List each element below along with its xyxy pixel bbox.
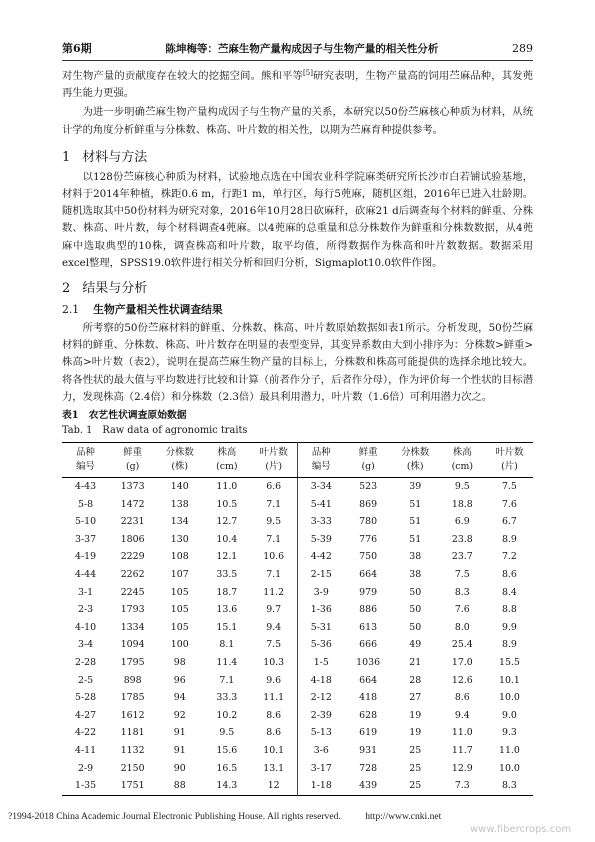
table-cell: 14.3 (216, 780, 238, 792)
column-header-unit: (株) (406, 461, 424, 473)
table-cell: 19 (409, 727, 422, 739)
table-cell: 8.3 (454, 586, 470, 598)
column-header-label: 株高 (452, 447, 472, 459)
variety-code-cell: 5-10 (75, 516, 97, 528)
table-cell: 90 (173, 762, 186, 774)
table-cell: 33.3 (216, 692, 238, 704)
table-cell: 98 (173, 656, 186, 668)
copyright-footer (8, 811, 588, 822)
table-cell: 9.4 (266, 621, 282, 633)
table-cell: 105 (170, 604, 189, 616)
cnki-link[interactable]: http://www.cnki.net (365, 811, 442, 822)
column-header (156, 443, 203, 478)
variety-code-cell: 4-19 (75, 551, 97, 563)
variety-code-cell: 3-4 (77, 639, 94, 651)
variety-code-cell: 5-41 (297, 496, 344, 514)
table-cell: 25 (409, 780, 422, 792)
table-cell: 7.5 (501, 481, 517, 493)
table-cell: 7.5 (454, 569, 470, 581)
column-header-unit: (cm) (451, 461, 474, 473)
section-heading-results (62, 280, 533, 298)
table-row (62, 760, 533, 778)
variety-code-cell: 4-27 (75, 709, 97, 721)
table-cell: 7.1 (266, 569, 282, 581)
table-cell: 9.5 (266, 516, 282, 528)
variety-code-cell: 3-17 (297, 760, 344, 778)
table-cell: 92 (173, 709, 186, 721)
table-cell: 8.8 (501, 604, 517, 616)
column-header-label: 叶片数 (495, 447, 524, 459)
table-cell: 7.5 (266, 639, 282, 651)
table-cell: 7.1 (219, 674, 235, 686)
section-heading-methods (62, 149, 533, 167)
table-cell: 1094 (120, 639, 145, 651)
table-cell: 2262 (120, 569, 145, 581)
section-title: 结果与分析 (82, 281, 148, 297)
table-caption-en (62, 423, 533, 438)
table-cell: 1612 (120, 709, 145, 721)
table-cell: 1181 (120, 727, 145, 739)
table-row (62, 636, 533, 654)
table-cell: 8.9 (501, 533, 517, 545)
table-cell: 780 (359, 516, 378, 528)
table-cell: 12.7 (216, 516, 238, 528)
table-cell: 664 (359, 674, 378, 686)
table-title-en: Raw data of agronomic traits (102, 425, 248, 437)
intro-paragraph-2: 为进一步明确苎麻生物产量构成因子与生物产量的关系，本研究以50份苎麻核心种质为材料，从统计学的角度分析鲜重与分株数、株高、叶片数的相关性，以期为苎麻育种提供参考。 (62, 106, 533, 136)
table-cell: 728 (359, 762, 378, 774)
variety-code-cell: 5-28 (75, 692, 97, 704)
variety-code-cell: 2-12 (297, 689, 344, 707)
variety-code-cell: 3-9 (297, 584, 344, 602)
table-cell: 25.4 (451, 639, 473, 651)
table-cell: 18.7 (216, 586, 238, 598)
table-cell: 9.6 (266, 674, 282, 686)
column-header (297, 443, 344, 478)
table-body (62, 478, 533, 796)
column-header-label: 叶片数 (259, 447, 288, 459)
variety-code-cell: 5-8 (77, 498, 94, 510)
table-cell: 13.1 (263, 762, 285, 774)
citation-reference[interactable]: [5] (303, 69, 313, 77)
variety-code-cell: 3-6 (297, 742, 344, 760)
agronomic-traits-table (62, 442, 533, 796)
table-cell: 2231 (120, 516, 145, 528)
table-cell: 8.6 (454, 692, 470, 704)
table-cell: 439 (359, 780, 378, 792)
table-cell: 1036 (356, 656, 381, 668)
column-header-unit: (cm) (216, 461, 238, 473)
table-row (62, 496, 533, 514)
column-header (109, 443, 156, 478)
table-cell: 418 (359, 692, 378, 704)
table-cell: 10.3 (263, 656, 285, 668)
variety-code-cell: 5-31 (297, 619, 344, 637)
table-cell: 6.7 (501, 516, 517, 528)
table-cell: 7.6 (454, 604, 470, 616)
table-cell: 613 (359, 621, 378, 633)
table-row (62, 707, 533, 725)
variety-code-cell: 1-35 (75, 780, 97, 792)
table-cell: 10.1 (498, 674, 520, 686)
variety-code-cell: 1-36 (297, 601, 344, 619)
column-header-unit: (株) (171, 461, 189, 473)
table-cell: 21 (409, 656, 422, 668)
column-header (203, 443, 250, 478)
table-cell: 9.5 (219, 727, 235, 739)
table-cell: 523 (359, 481, 378, 493)
variety-code-cell: 4-18 (297, 672, 344, 690)
table-cell: 16.5 (216, 762, 238, 774)
table-cell: 8.4 (501, 586, 517, 598)
table-cell: 979 (359, 586, 378, 598)
table-cell: 664 (359, 569, 378, 581)
table-head (62, 443, 533, 478)
variety-code-cell: 4-42 (297, 548, 344, 566)
table-cell: 10.1 (263, 744, 285, 756)
table-row (62, 654, 533, 672)
column-header-unit: (g) (361, 461, 375, 473)
table-cell: 15.5 (498, 656, 520, 668)
section-number: 2 (62, 281, 71, 297)
table-cell: 12.1 (216, 551, 238, 563)
table-cell: 140 (170, 481, 189, 493)
variety-code-cell: 3-33 (297, 513, 344, 531)
table-cell: 8.6 (266, 727, 282, 739)
table-cell: 105 (170, 586, 189, 598)
table-cell: 130 (170, 533, 189, 545)
variety-code-cell: 2-5 (77, 674, 94, 686)
variety-code-cell: 2-3 (77, 604, 94, 616)
table-cell: 11.0 (216, 481, 238, 493)
variety-code-cell: 3-37 (75, 533, 97, 545)
table-cell: 28 (409, 674, 422, 686)
variety-code-cell: 3-1 (77, 586, 94, 598)
variety-code-cell: 2-39 (297, 707, 344, 725)
table-cell: 108 (170, 551, 189, 563)
table-row (62, 689, 533, 707)
table-title-zh: 农艺性状调查原始数据 (88, 410, 187, 422)
table-cell: 12.6 (451, 674, 473, 686)
table-label-zh: 表1 (62, 410, 79, 422)
table-cell: 666 (359, 639, 378, 651)
table-cell: 50 (409, 621, 422, 633)
running-title: 陈坤梅等：苎麻生物产量构成因子与生物产量的相关性分析 (165, 42, 439, 55)
table-cell: 9.4 (454, 709, 470, 721)
variety-code-cell: 4-11 (75, 744, 97, 756)
table-cell: 11.4 (216, 656, 238, 668)
table-cell: 107 (170, 569, 189, 581)
table-cell: 11.1 (263, 692, 285, 704)
table-cell: 8.9 (501, 639, 517, 651)
methods-paragraph: 以128份苎麻核心种质为材料，试验地点选在中国农业科学院麻类研究所长沙市白若铺试验基地，材料于2014年种植，株距0.6 m，行距1 m，单行区，每行5蔸麻，随机区组，2016年已进入壮龄期。随机选取其中50份材料为研究对象，2016年10月28日砍麻秆，砍麻21 d后调查每个材料的鲜重、分株数、株高、叶片数，每个材料调查4蔸麻。以4蔸麻的总重量和总分株数作为鲜重和分株数数据，从4蔸麻中选取典型的10株，调查株高和叶片数，取平均值，所得数据作为株高和叶片数数据。数据采用excel整理，SPSS19.0软件进行相关分析和回归分析，Sigmaplot10.0软件作图。 (62, 170, 533, 269)
table-cell: 8.6 (266, 709, 282, 721)
running-header (62, 39, 533, 61)
table-cell: 1785 (120, 692, 145, 704)
variety-code-cell: 2-15 (297, 566, 344, 584)
table-cell: 15.1 (216, 621, 238, 633)
table-cell: 49 (409, 639, 422, 651)
table-caption-zh (62, 408, 533, 423)
column-header-label: 品种 (76, 447, 95, 459)
table-cell: 8.6 (501, 569, 517, 581)
table-cell: 8.0 (454, 621, 470, 633)
table-cell: 17.0 (451, 656, 473, 668)
table-cell: 619 (359, 727, 378, 739)
table-cell: 27 (409, 692, 422, 704)
main-content (62, 68, 533, 796)
table-cell: 886 (359, 604, 378, 616)
table-cell: 88 (173, 780, 186, 792)
table-cell: 1132 (120, 744, 145, 756)
column-header (392, 443, 439, 478)
table-cell: 1751 (120, 780, 145, 792)
table-cell: 1806 (120, 533, 145, 545)
table-cell: 38 (409, 551, 422, 563)
table-cell: 2150 (120, 762, 145, 774)
table-cell: 7.6 (501, 498, 517, 510)
section-title: 材料与方法 (82, 149, 148, 165)
copyright-text: ?1994-2018 China Academic Journal Electronic Publishing House. All rights reserved. (8, 811, 341, 822)
table-row (62, 742, 533, 760)
table-cell: 1373 (120, 481, 145, 493)
table-cell: 11.7 (451, 744, 473, 756)
table-cell: 1795 (120, 656, 145, 668)
table-cell: 9.9 (501, 621, 517, 633)
table-cell: 12 (267, 780, 280, 792)
variety-code-cell: 1-5 (297, 654, 344, 672)
table-row (62, 548, 533, 566)
subsection-number: 2.1 (62, 303, 80, 317)
table-cell: 91 (173, 744, 186, 756)
table-cell: 7.1 (266, 498, 282, 510)
table-cell: 50 (409, 586, 422, 598)
column-header (439, 443, 486, 478)
table-cell: 6.9 (454, 516, 470, 528)
table-cell: 8.3 (501, 780, 517, 792)
column-header-label: 分株数 (165, 447, 194, 459)
variety-code-cell: 4-10 (75, 621, 97, 633)
table-cell: 10.6 (263, 551, 285, 563)
column-header (250, 443, 297, 478)
variety-code-cell: 4-44 (75, 569, 97, 581)
column-header-unit: (片) (265, 461, 283, 473)
table-cell: 6.6 (266, 481, 282, 493)
table-cell: 898 (123, 674, 142, 686)
table-row (62, 619, 533, 637)
table-cell: 10.2 (216, 709, 238, 721)
table-caption (62, 408, 533, 438)
table-cell: 8.1 (219, 639, 235, 651)
column-header (486, 443, 533, 478)
table-cell: 11.0 (451, 727, 473, 739)
table-cell: 776 (359, 533, 378, 545)
table-cell: 11.2 (263, 586, 285, 598)
variety-code-cell: 5-13 (297, 724, 344, 742)
table-cell: 750 (359, 551, 378, 563)
intro-paragraph-1 (62, 68, 533, 102)
table-row (62, 584, 533, 602)
table-cell: 51 (409, 498, 422, 510)
column-header-unit: (g) (125, 461, 140, 473)
table-cell: 2229 (120, 551, 145, 563)
table-cell: 11.0 (498, 744, 520, 756)
table-cell: 33.5 (216, 569, 238, 581)
table-cell: 1793 (120, 604, 145, 616)
issue-number: 第6期 (62, 42, 92, 55)
table-cell: 15.6 (216, 744, 238, 756)
variety-code-cell: 4-22 (75, 727, 97, 739)
variety-code-cell: 4-43 (75, 481, 97, 493)
table-cell: 18.8 (451, 498, 473, 510)
page-number: 289 (512, 41, 533, 55)
table-row (62, 513, 533, 531)
table-cell: 105 (170, 621, 189, 633)
table-cell: 38 (409, 569, 422, 581)
table-cell: 19 (409, 709, 422, 721)
column-header-label: 分株数 (401, 447, 430, 459)
table-row (62, 724, 533, 742)
table-cell: 91 (173, 727, 186, 739)
variety-code-cell: 1-18 (297, 777, 344, 795)
table-row (62, 777, 533, 795)
column-header (345, 443, 392, 478)
table-cell: 134 (170, 516, 189, 528)
table-cell: 51 (409, 516, 422, 528)
site-watermark: www.fibercrops.com (470, 824, 572, 835)
column-header (62, 443, 109, 478)
intro-text-before-ref: 对生物产量的贡献度存在较大的挖掘空间。熊和平等 (62, 70, 304, 82)
table-cell: 96 (173, 674, 186, 686)
column-header-label: 品种 (311, 447, 331, 459)
subsection-title: 生物产量相关性状调查结果 (93, 303, 223, 317)
variety-code-cell: 3-34 (297, 478, 344, 496)
variety-code-cell: 5-36 (297, 636, 344, 654)
subsection-heading (62, 302, 533, 318)
column-header-unit: 编号 (76, 461, 95, 473)
results-paragraph: 所考察的50份苎麻材料的鲜重、分株数、株高、叶片数原始数据如表1所示。分析发现，50份苎麻材料的鲜重、分株数、株高、叶片数存在明显的表型变异，其变异系数由大到小排序为：分株数>鲜重>株高>叶片数（表2），说明在提高苎麻生物产量的目标上，分株数和株高可能提供的选择余地比较大。将各性状的最大值与平均数进行比较和计算（前者作分子，后者作分母），作为评价每一个性状的目标潜力，发现株高（2.4倍）和分株数（2.3倍）最具利用潜力，叶片数（1.6倍）可利用潜力次之。 (62, 322, 533, 403)
table-cell: 1334 (120, 621, 145, 633)
table-cell: 25 (409, 744, 422, 756)
column-header-label: 鲜重 (123, 447, 143, 459)
variety-code-cell: 5-39 (297, 531, 344, 549)
table-cell: 39 (409, 481, 422, 493)
table-label-en: Tab. 1 (62, 425, 93, 437)
table-cell: 7.2 (501, 551, 517, 563)
variety-code-cell: 2-9 (77, 762, 94, 774)
table-cell: 9.0 (501, 709, 517, 721)
table-cell: 931 (359, 744, 378, 756)
table-cell: 1472 (120, 498, 145, 510)
table-row (62, 672, 533, 690)
table-cell: 7.1 (266, 533, 282, 545)
section-number: 1 (62, 149, 71, 165)
table-row (62, 566, 533, 584)
table-cell: 10.0 (498, 762, 520, 774)
table-header-row (62, 443, 533, 478)
table-cell: 628 (359, 709, 378, 721)
table-cell: 10.4 (216, 533, 238, 545)
column-header-label: 鲜重 (358, 447, 378, 459)
table-cell: 94 (173, 692, 186, 704)
table-cell: 12.9 (451, 762, 473, 774)
variety-code-cell: 2-28 (75, 656, 97, 668)
table-row (62, 601, 533, 619)
table-cell: 13.6 (216, 604, 238, 616)
table-cell: 25 (409, 762, 422, 774)
table-row (62, 531, 533, 549)
table-row (62, 478, 533, 496)
column-header-unit: (片) (501, 461, 518, 473)
table-cell: 50 (409, 604, 422, 616)
table-cell: 9.7 (266, 604, 282, 616)
table-cell: 9.5 (454, 481, 470, 493)
table-cell: 10.0 (498, 692, 520, 704)
table-cell: 2245 (120, 586, 145, 598)
table-cell: 869 (359, 498, 378, 510)
table-cell: 23.7 (451, 551, 473, 563)
table-cell: 138 (170, 498, 189, 510)
column-header-label: 株高 (217, 447, 237, 459)
table-cell: 7.3 (454, 780, 470, 792)
table-cell: 51 (409, 533, 422, 545)
table-cell: 10.5 (216, 498, 238, 510)
table-cell: 23.8 (451, 533, 473, 545)
column-header-unit: 编号 (311, 461, 331, 473)
table-cell: 9.3 (501, 727, 517, 739)
intro-text-after-ref: 研究表明，生物产量高的饲用苎麻品种，其发蔸再生能力更强。 (62, 70, 534, 100)
table-cell: 100 (170, 639, 189, 651)
